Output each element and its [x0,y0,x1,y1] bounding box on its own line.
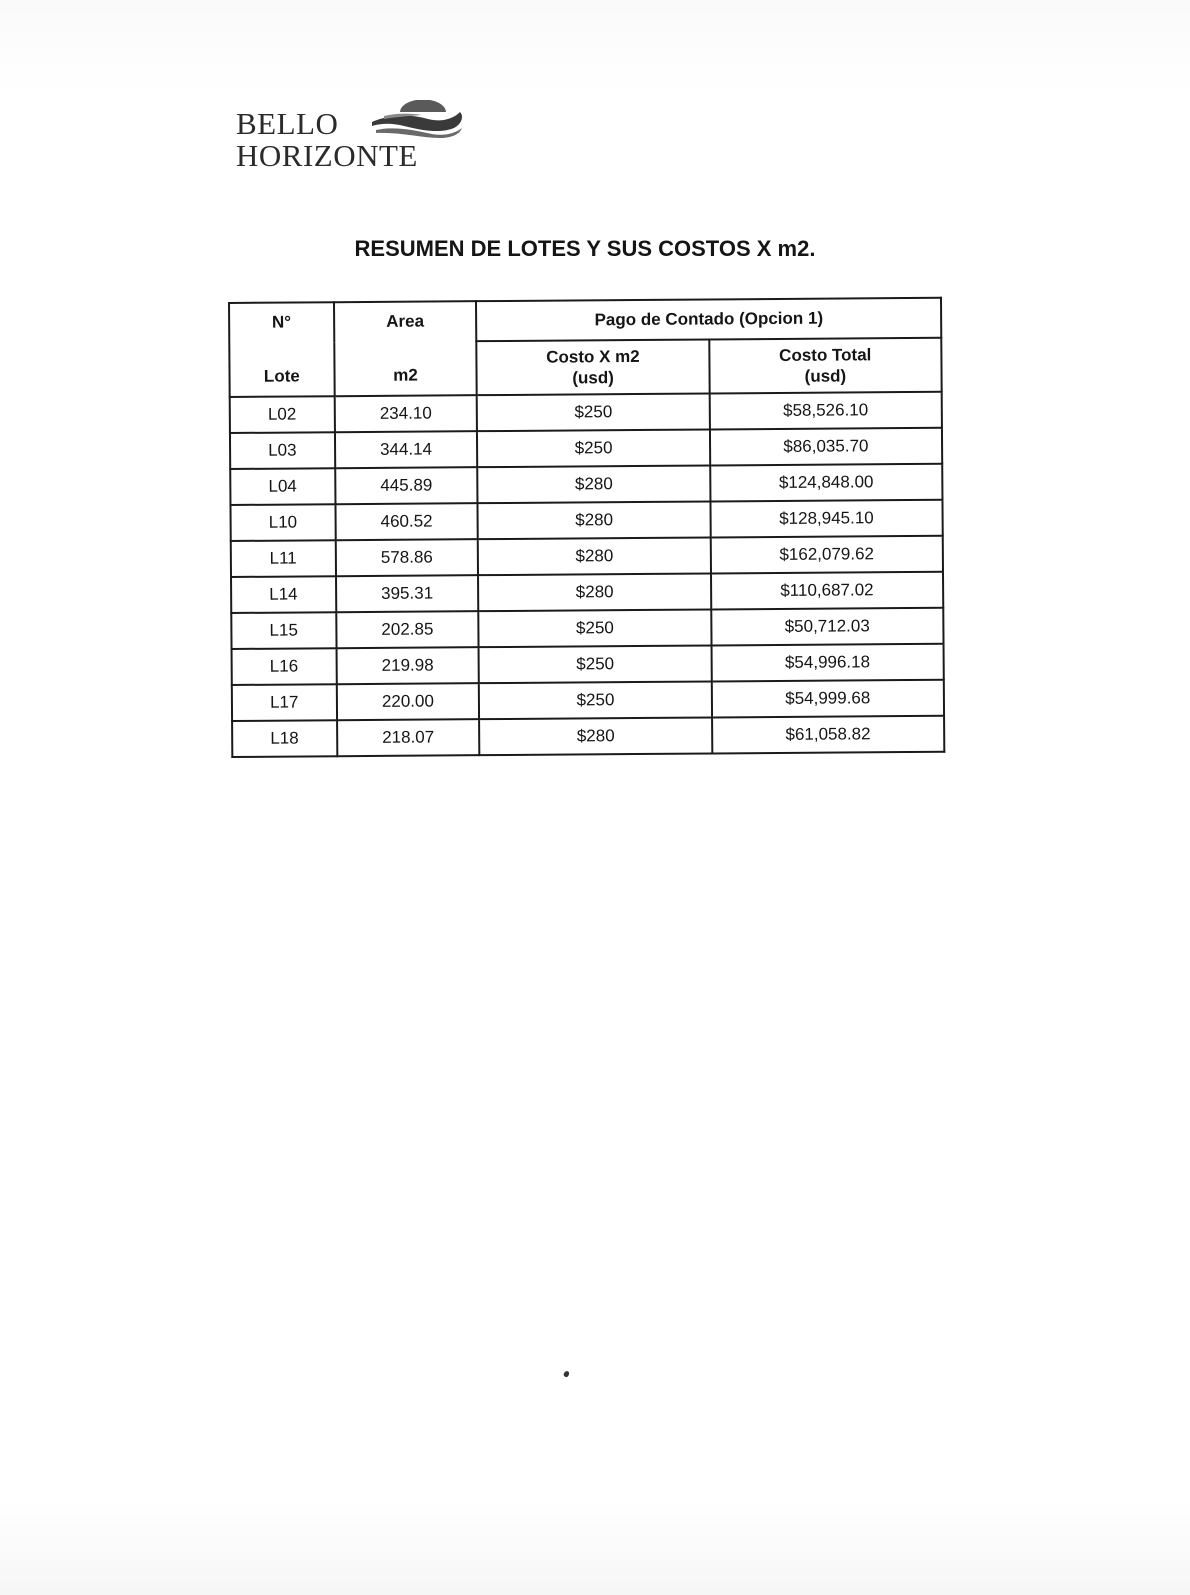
header-total-label: Costo Total [779,345,872,365]
cell-cost: $280 [478,573,711,611]
cell-lote: L16 [232,648,337,685]
header-lote [229,302,334,397]
cell-area: 218.07 [337,719,480,756]
cell-total: $54,999.68 [711,680,944,718]
header-area-unit: m2 [393,365,418,385]
cell-area: 202.85 [336,611,479,648]
company-logo [236,100,496,180]
cell-lote: L17 [232,684,337,721]
header-lote-number: N° [271,312,292,332]
header-total-unit: (usd) [804,366,847,386]
cell-lote: L03 [230,432,335,469]
cell-lote: L04 [230,468,335,505]
cell-lote: L11 [231,540,336,577]
cell-cost: $280 [478,501,711,539]
cell-area: 445.89 [335,467,478,504]
cell-cost: $250 [479,609,712,647]
cell-area: 395.31 [336,575,479,612]
cell-area: 220.00 [336,683,479,720]
logo-text-horizonte: HORIZONTE [236,138,418,173]
lots-cost-table [228,297,945,758]
cell-total: $162,079.62 [710,536,943,574]
cell-lote: L14 [231,576,336,613]
cell-cost: $250 [477,393,710,431]
table-row [230,464,942,505]
cell-total: $128,945.10 [710,500,943,538]
table-row [231,536,943,577]
table-row [230,500,942,541]
cell-area: 460.52 [335,503,478,540]
cell-area: 219.98 [336,647,479,684]
cell-lote: L10 [230,504,335,541]
header-cost-unit: (usd) [572,368,614,388]
cell-lote: L15 [231,612,336,649]
header-lote-label: Lote [263,366,300,386]
cell-total: $124,848.00 [710,464,943,502]
table-row [232,644,944,685]
cell-area: 344.14 [335,431,478,468]
table-row [230,428,942,469]
cell-cost: $280 [478,465,711,503]
sun-wave-logo-icon [370,100,470,140]
document-title: RESUMEN DE LOTES Y SUS COSTOS X m2. [354,236,816,261]
header-cost-per-m2 [477,339,710,395]
cell-cost: $250 [479,645,712,683]
cell-area: 234.10 [334,395,477,432]
table-row [231,572,943,613]
cell-cost: $280 [478,537,711,575]
cell-total: $61,058.82 [712,716,945,754]
cell-total: $110,687.02 [711,572,944,610]
cell-cost: $250 [477,429,710,467]
table-row [230,392,942,433]
header-payment-group: Pago de Contado (Opcion 1) [476,298,941,341]
lots-table [228,297,945,758]
cell-cost: $280 [479,717,712,755]
cell-area: 578.86 [335,539,478,576]
header-cost-label: Costo X m2 [546,346,640,367]
logo-text-bello: BELLO [236,106,339,141]
cell-total: $54,996.18 [711,644,944,682]
cell-total: $58,526.10 [709,392,942,430]
cell-cost: $250 [479,681,712,719]
cell-total: $50,712.03 [711,608,944,646]
paper-mark [563,1370,570,1378]
header-total-cost [709,338,942,394]
table-row [232,716,944,757]
cell-lote: L18 [232,720,337,757]
header-area-label: Area [386,311,425,331]
header-area [334,301,477,396]
cell-lote: L02 [230,396,335,433]
table-row [232,680,944,721]
cell-total: $86,035.70 [710,428,943,466]
table-row [231,608,943,649]
